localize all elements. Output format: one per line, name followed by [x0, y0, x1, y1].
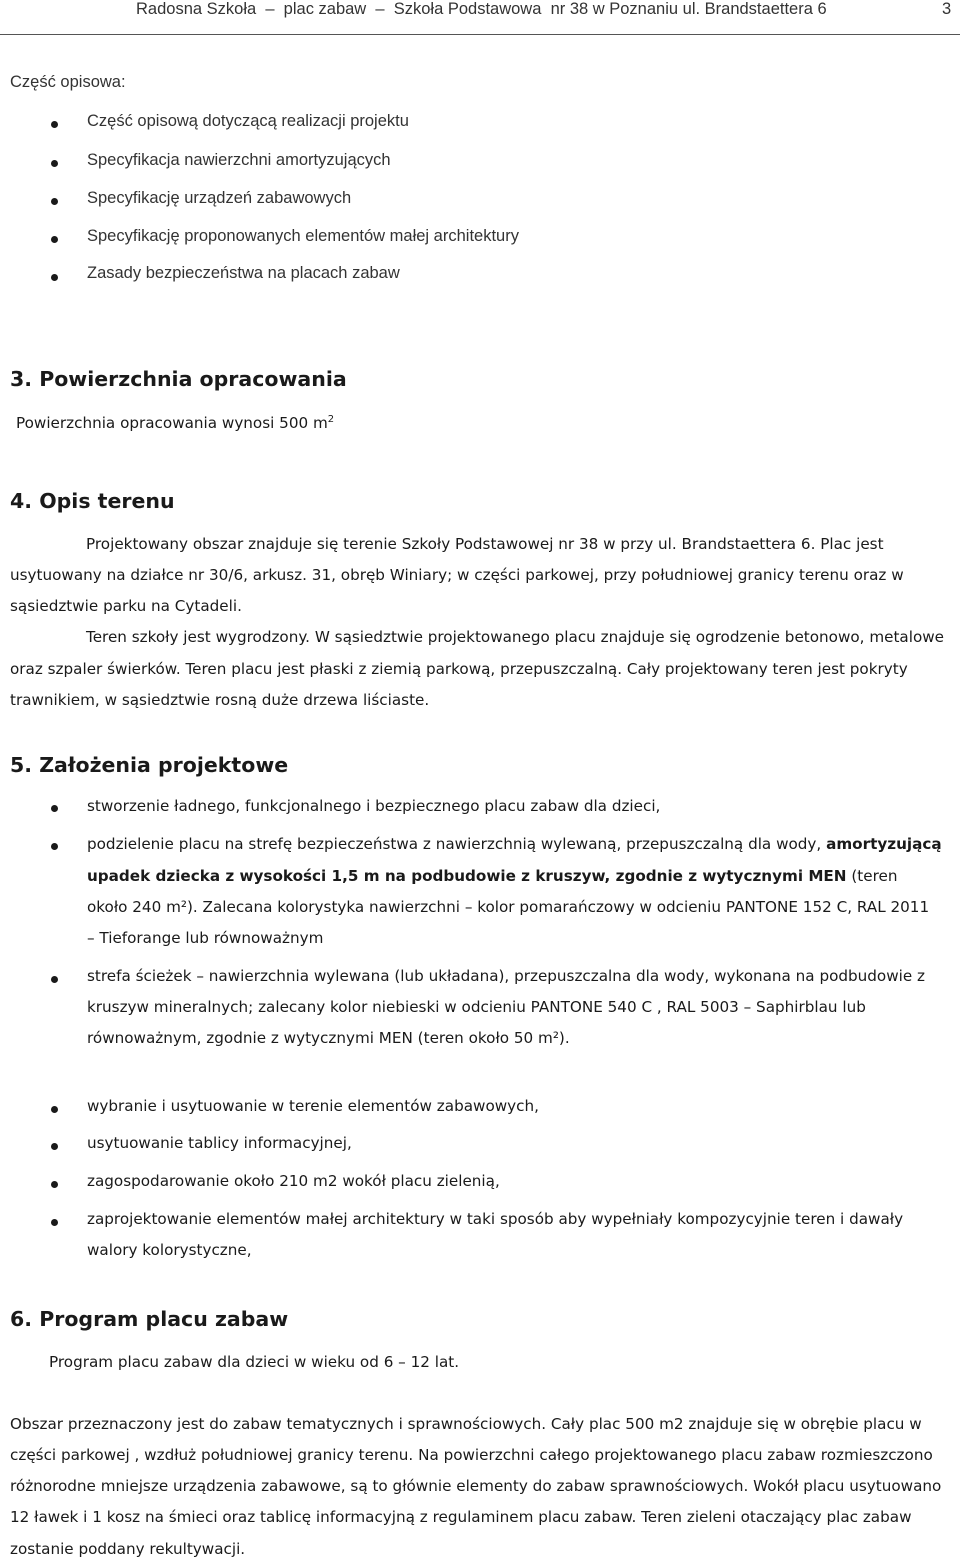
paragraph-line: usytuowany na działce nr 30/6, arkusz. 31, obręb Winiary; w części parkowej, przy południowej granicy terenu oraz w	[10, 566, 904, 584]
bullet-icon	[51, 1219, 58, 1226]
bullet-icon	[51, 160, 58, 167]
list-item: Specyfikację urządzeń zabawowych	[87, 189, 352, 207]
list-item: usytuowanie tablicy informacyjnej,	[87, 1134, 352, 1152]
bullet-icon	[51, 1181, 58, 1188]
list-item-continuation: walory kolorystyczne,	[87, 1241, 252, 1259]
section-heading-6: 6. Program placu zabaw	[10, 1307, 289, 1331]
list-item: strefa ścieżek – nawierzchnia wylewana (lub układana), przepuszczalna dla wody, wykonana na podbudowie z	[87, 967, 925, 985]
bullet-icon	[51, 198, 58, 205]
list-item-text: podzielenie placu na strefę bezpieczeństwa z nawierzchnią wylewaną, przepuszczalną dla wody,	[87, 835, 827, 853]
paragraph-line: oraz szpaler świerków. Teren placu jest płaski z ziemią parkową, przepuszczalną. Cały projektowany teren jest pokryty	[10, 660, 908, 678]
paragraph-line: 12 ławek i 1 kosz na śmieci oraz tablicę informacyjną z regulaminem placu zabaw. Teren zieleni otaczający plac zabaw	[10, 1508, 912, 1526]
paragraph-line: Teren szkoły jest wygrodzony. W sąsiedztwie projektowanego placu znajduje się ogrodzenie betonowo, metalowe	[86, 628, 945, 646]
program-text: Program placu zabaw dla dzieci w wieku od 6 – 12 lat.	[49, 1353, 460, 1371]
list-item-bold: amortyzującą	[826, 835, 942, 853]
section-heading-4: 4. Opis terenu	[10, 489, 175, 513]
paragraph-line: Projektowany obszar znajduje się terenie Szkoły Podstawowej nr 38 w przy ul. Brandstaettera 6. Plac jest	[86, 535, 884, 553]
area-text	[16, 414, 334, 432]
list-item: Specyfikację proponowanych elementów małej architektury	[87, 227, 519, 245]
list-item-continuation: około 240 m²). Zalecana kolorystyka nawierzchni – kolor pomarańczowy w odcieniu PANTONE 152 C, RAL 2011	[87, 898, 930, 916]
list-item-continuation: równoważnym, zgodnie z wytycznymi MEN (teren około 50 m²).	[87, 1029, 570, 1047]
area-text-sup: 2	[327, 414, 335, 425]
bullet-icon	[51, 236, 58, 243]
list-item	[87, 835, 942, 853]
bullet-icon	[51, 274, 58, 281]
page-number: 3	[942, 0, 952, 18]
paragraph-line: części parkowej , wzdłuż południowej granicy terenu. Na powierzchni całego projektowanego placu zabaw rozmieszczono	[10, 1446, 933, 1464]
section-heading-3: 3. Powierzchnia opracowania	[10, 367, 347, 391]
list-item-text: (teren	[846, 867, 898, 885]
paragraph-line: różnorodne mniejsze urządzenia zabawowe, są to głównie elementy do zabaw sprawnościowych. Wokół placu usytuowano	[10, 1477, 942, 1495]
section-heading-5: 5. Założenia projektowe	[10, 753, 289, 777]
list-item: wybranie i usytuowanie w terenie elementów zabawowych,	[87, 1097, 539, 1115]
page-header	[0, 0, 960, 35]
paragraph-line: sąsiedztwie parku na Cytadeli.	[10, 597, 242, 615]
list-item: Specyfikacja nawierzchni amortyzujących	[87, 151, 391, 169]
list-item: Część opisową dotyczącą realizacji projektu	[87, 112, 409, 130]
paragraph-line: trawnikiem, w sąsiedztwie rosną duże drzewa liściaste.	[10, 691, 430, 709]
bullet-icon	[51, 1143, 58, 1150]
paragraph-line: zostanie poddany rekultywacji.	[10, 1540, 246, 1558]
list-item: stworzenie ładnego, funkcjonalnego i bezpiecznego placu zabaw dla dzieci,	[87, 797, 661, 815]
list-item: Zasady bezpieczeństwa na placach zabaw	[87, 264, 400, 282]
list-item: zaprojektowanie elementów małej architektury w taki sposób aby wypełniały kompozycyjnie teren i dawały	[87, 1210, 904, 1228]
list-item-continuation: kruszyw mineralnych; zalecany kolor niebieski w odcieniu PANTONE 540 C , RAL 5003 – Saphirblau lub	[87, 998, 866, 1016]
list-item-continuation: – Tieforange lub równoważnym	[87, 929, 324, 947]
bullet-icon	[51, 121, 58, 128]
bullet-icon	[51, 1106, 58, 1113]
list-item-continuation	[87, 867, 897, 885]
header-title: Radosna Szkoła – plac zabaw – Szkoła Podstawowa nr 38 w Poznaniu ul. Brandstaettera 6	[136, 0, 827, 18]
bullet-icon	[51, 843, 58, 850]
section-title-opisowa: Część opisowa:	[10, 73, 126, 91]
list-item: zagospodarowanie około 210 m2 wokół placu zielenią,	[87, 1172, 500, 1190]
bullet-icon	[51, 976, 58, 983]
area-text-main: Powierzchnia opracowania wynosi 500 m	[16, 414, 328, 433]
list-item-bold: upadek dziecka z wysokości 1,5 m na podbudowie z kruszyw, zgodnie z wytycznymi MEN	[87, 867, 847, 885]
bullet-icon	[51, 805, 58, 812]
paragraph-line: Obszar przeznaczony jest do zabaw tematycznych i sprawnościowych. Cały plac 500 m2 znajduje się w obrębie placu w	[10, 1415, 922, 1433]
